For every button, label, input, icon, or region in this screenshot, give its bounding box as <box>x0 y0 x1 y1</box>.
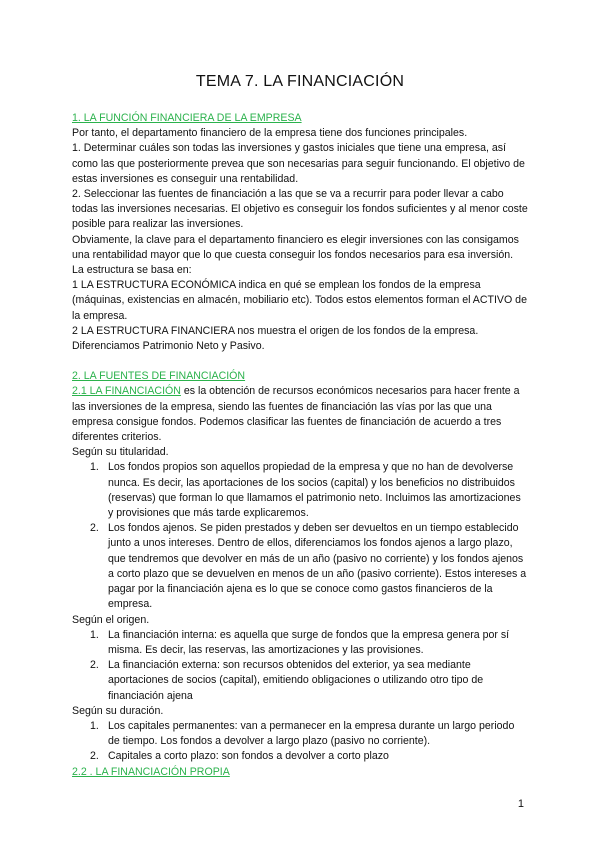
duracion-list <box>72 719 528 765</box>
section-2-heading: 2. LA FUENTES DE FINANCIACIÓN <box>72 370 246 383</box>
titularidad-label: Según su titularidad. <box>72 446 169 459</box>
list-text: Los capitales permanentes: van a permanecer en la empresa durante un largo periodo de tiempo. Los fondos a devolver a largo plazo (pasivo no corriente). <box>108 719 515 748</box>
origen-list <box>72 628 528 704</box>
page-number: 1 <box>517 798 524 810</box>
list-number: 1. <box>90 628 99 641</box>
paragraph <box>72 384 528 445</box>
list-text: Capitales a corto plazo: son fondos a devolver a corto plazo <box>108 750 389 763</box>
paragraph: Obviamente, la clave para el departamento financiero es elegir inversiones con las consigamos una rentabilidad mayor que lo que cuesta conseguir los fondos necesarios para esa inversión. <box>72 233 519 261</box>
document-body <box>72 111 528 780</box>
spacer <box>72 354 528 369</box>
list-number: 1. <box>90 461 99 474</box>
list-number: 2. <box>90 659 99 672</box>
section-1-heading: 1. LA FUNCIÓN FINANCIERA DE LA EMPRESA <box>72 112 302 124</box>
list-item <box>72 460 528 521</box>
list-item <box>72 628 528 658</box>
list-item <box>72 521 528 612</box>
page-title: TEMA 7. LA FINANCIACIÓN <box>195 73 405 90</box>
titularidad-list <box>72 460 528 612</box>
list-number: 1. <box>90 719 99 732</box>
subsection-2-1-heading: 2.1 LA FINANCIACIÓN <box>72 385 181 398</box>
paragraph: La estructura se basa en: <box>72 264 192 277</box>
paragraph: 1 LA ESTRUCTURA ECONÓMICA indica en qué se emplean los fondos de la empresa (máquinas, existencias en almacén, mobiliario etc). Todos estos elementos forman el ACTIVO de la empresa. <box>72 279 527 322</box>
list-text: Los fondos ajenos. Se piden prestados y deben ser devueltos en un tiempo establecido junto a unos intereses. Dentro de ellos, diferenciamos los fondos ajenos a largo plazo, que tendremos que devolver en más de un año (pasivo no corriente) y los fondos ajenos a corto plazo que se devuelven en menos de un año (pasivo corriente). Estos intereses a pagar por la financiación ajena es lo que se conoce como gastos financieros de la empresa. <box>108 522 527 611</box>
list-number: 2. <box>90 750 99 763</box>
list-number: 2. <box>90 522 99 535</box>
list-text: La financiación externa: son recursos obtenidos del exterior, ya sea mediante aportaciones de socios (capital), emitiendo obligaciones o utilizando otro tipo de financiación ajena <box>108 659 484 702</box>
paragraph: Por tanto, el departamento financiero de la empresa tiene dos funciones principales. <box>72 127 468 140</box>
list-text: Los fondos propios son aquellos propiedad de la empresa y que no han de devolverse nunca. Es decir, las aportaciones de los socios (capital) y los beneficios no distribuidos (reservas) que forman lo que llamamos el patrimonio neto. Incluimos las amortizaciones y provisiones que más tarde explicaremos. <box>108 461 521 520</box>
list-item <box>72 658 528 704</box>
origen-label: Según el origen. <box>72 613 150 626</box>
duracion-label: Según su duración. <box>72 704 164 717</box>
paragraph: 2 LA ESTRUCTURA FINANCIERA nos muestra el origen de los fondos de la empresa. Diferenciamos Patrimonio Neto y Pasivo. <box>72 324 479 353</box>
list-item <box>72 749 528 764</box>
list-item <box>72 719 528 749</box>
list-text: La financiación interna: es aquella que surge de fondos que la empresa genera por sí misma. Es decir, las reservas, las amortizaciones y las provisiones. <box>108 628 510 656</box>
paragraph: 1. Determinar cuáles son todas las inversiones y gastos iniciales que tiene una empresa, así como las que posteriormente prevea que son necesarias para seguir funcionando. El objetivo de estas inversiones es conseguir una rentabilidad. <box>72 142 525 185</box>
paragraph: 2. Seleccionar las fuentes de financiación a las que se va a recurrir para poder llevar a cabo todas las inversiones necesarias. El objetivo es conseguir los fondos suficientes y al menor coste posible para realizar las inversiones. <box>72 188 528 231</box>
subsection-2-2-heading: 2.2 . LA FINANCIACIÓN PROPIA <box>72 765 230 778</box>
subsection-intro: es la obtención de recursos económicos necesarios para hacer frente a las inversiones de la empresa, siendo las fuentes de financiación las vías por las que una empresa consigue fondos. Podemos clasificar las fuentes de financiación de acuerdo a tres diferentes criterios. <box>72 385 520 444</box>
